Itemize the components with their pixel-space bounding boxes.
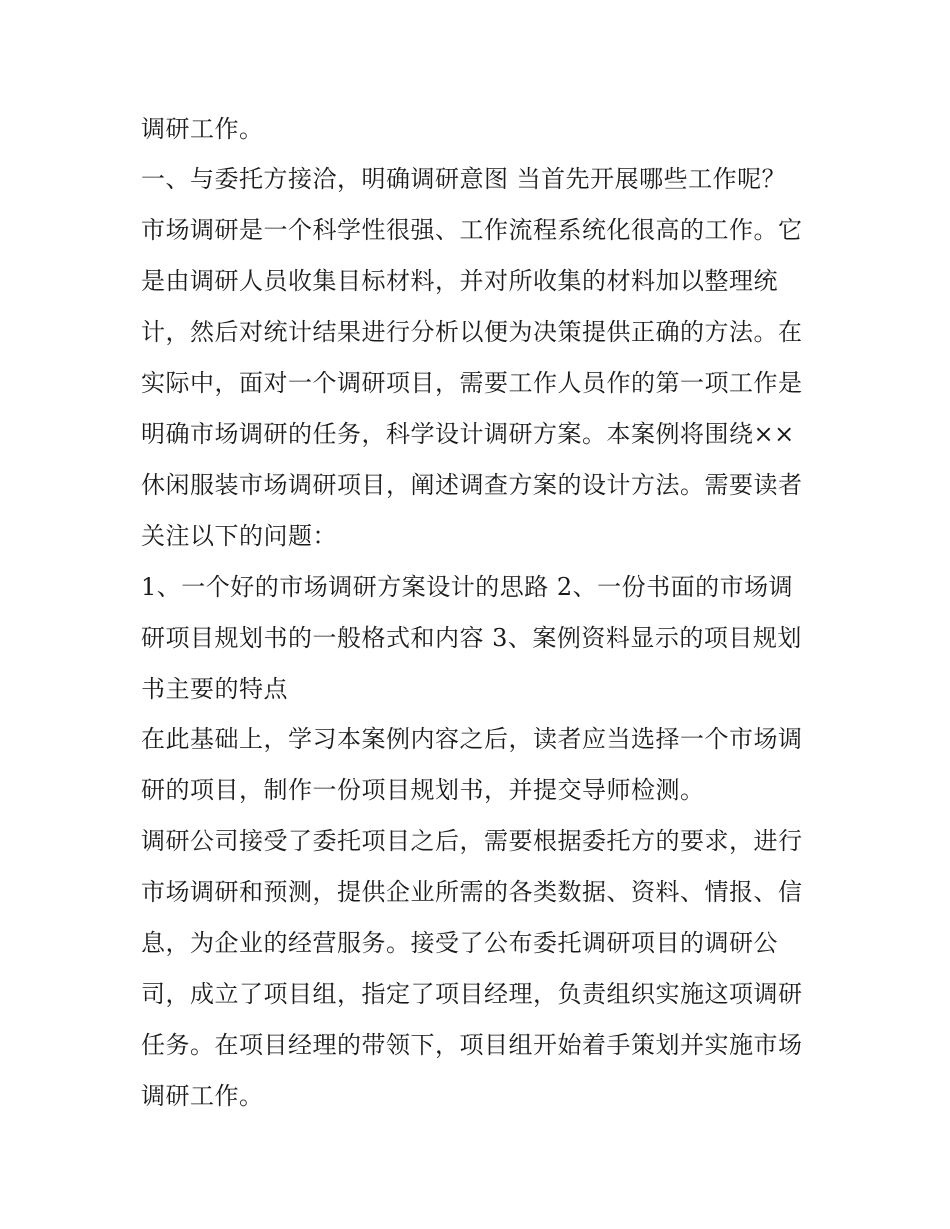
text-line: 书主要的特点 <box>141 675 288 703</box>
text-line: 明确市场调研的任务，科学设计调研方案。本案例将围绕×× <box>141 420 795 448</box>
text-line: 研项目规划书的一般格式和内容 3、案例资料显示的项目规划 <box>141 624 802 652</box>
text-line: 市场调研和预测，提供企业所需的各类数据、资料、情报、信 <box>141 878 803 906</box>
text-line: 研的项目，制作一份项目规划书，并提交导师检测。 <box>141 776 705 804</box>
text-line: 1、一个好的市场调研方案设计的思路 2、一份书面的市场调 <box>141 573 794 601</box>
text-line: 市场调研是一个科学性很强、工作流程系统化很高的工作。它 <box>141 216 803 244</box>
text-line: 调研公司接受了委托项目之后，需要根据委托方的要求，进行 <box>141 827 803 855</box>
text-line: 在此基础上，学习本案例内容之后，读者应当选择一个市场调 <box>141 725 803 753</box>
text-line: 息，为企业的经营服务。接受了公布委托调研项目的调研公 <box>141 929 778 957</box>
text-line: 计，然后对统计结果进行分析以便为决策提供正确的方法。在 <box>141 318 803 346</box>
text-line: 实际中，面对一个调研项目，需要工作人员作的第一项工作是 <box>141 369 803 397</box>
text-line: 休闲服装市场调研项目，阐述调查方案的设计方法。需要读者 <box>141 471 803 499</box>
text-line: 任务。在项目经理的带领下，项目组开始着手策划并实施市场 <box>141 1031 803 1059</box>
text-line: 是由调研人员收集目标材料，并对所收集的材料加以整理统 <box>141 267 778 295</box>
text-line: 司，成立了项目组，指定了项目经理，负责组织实施这项调研 <box>141 980 803 1008</box>
text-line: 调研工作。 <box>141 115 264 143</box>
text-line: 关注以下的问题： <box>141 522 337 550</box>
text-line: 一、与委托方接洽，明确调研意图 当首先开展哪些工作呢？ <box>141 165 787 193</box>
text-line: 调研工作。 <box>141 1082 264 1110</box>
